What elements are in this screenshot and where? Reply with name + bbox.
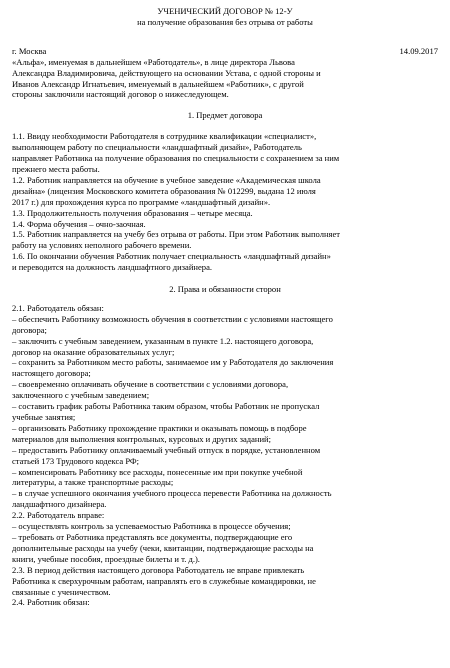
section-2-line: договор на оказание образовательных услуг;: [12, 346, 175, 357]
section-2-line: – заключить с учебным заведением, указанным в пункте 1.2. настоящего договора,: [12, 335, 314, 346]
section-2-line: 2.3. В период действия настоящего договора Работодатель не вправе привлекать: [12, 564, 305, 575]
intro-line: стороны заключили настоящий договор о нижеследующем.: [12, 89, 229, 100]
section-2-line: – сохранить за Работником место работы, занимаемое им у Работодателя до заключения: [12, 357, 334, 368]
section-1-line: дизайна» (лицензия Московского комитета образования № 012299, выдана 12 июля: [12, 185, 316, 196]
section-1-line: и переводится на должность ландшафтного дизайнера.: [12, 262, 212, 273]
section-1-line: 1.6. По окончании обучения Работник получает специальность «ландшафтный дизайн»: [12, 251, 331, 262]
section-2-line: – требовать от Работника представлять все документы, подтверждающие его: [12, 531, 293, 542]
document-subtitle: на получение образования без отрыва от работы: [137, 16, 313, 27]
section-1-line: 1.3. Продолжительность получения образования – четыре месяца.: [12, 207, 253, 218]
document-title: УЧЕНИЧЕСКИЙ ДОГОВОР № 12-У: [157, 6, 293, 16]
section-2-line: – составить график работы Работника таким образом, чтобы Работник не пропускал: [12, 401, 320, 412]
section-2-line: – организовать Работнику прохождение практики и оказывать помощь в подборе: [12, 422, 307, 433]
section-2-heading: 2. Права и обязанности сторон: [169, 284, 281, 295]
section-1-line: 1.5. Работник направляется на учебу без отрыва от работы. При этом Работник выполняет: [12, 229, 341, 240]
section-1-line: выполняющем работу по специальности «ландшафтный дизайн», Работодатель: [12, 142, 302, 153]
section-2-line: заключенного с учебным заведением;: [12, 390, 150, 401]
section-2-line: связанные с ученичеством.: [12, 586, 111, 597]
place-date-row: [12, 46, 438, 57]
section-1-line: 1.2. Работник направляется на обучение в учебное заведение «Академическая школа: [12, 174, 321, 185]
section-2-line: – обеспечить Работнику возможность обучения в соответствии с условиями настоящего: [12, 313, 333, 324]
section-1-line: 1.4. Форма обучения – очно-заочная.: [12, 218, 146, 229]
section-2-line: – компенсировать Работнику все расходы, понесенные им при покупке учебной: [12, 466, 303, 477]
section-2-line: книги, учебные пособия, проездные билеты и т. д.).: [12, 553, 200, 564]
section-2-line: настоящего договора;: [12, 368, 91, 379]
section-2-line: 2.4. Работник обязан:: [12, 597, 90, 608]
date-text: 14.09.2017: [399, 45, 438, 56]
section-2-line: – предоставить Работнику оплачиваемый учебный отпуск в порядке, установленном: [12, 444, 321, 455]
section-2-line: литературы, а также транспортные расходы;: [12, 477, 174, 488]
section-2-line: договора;: [12, 324, 47, 335]
section-2-line: – в случае успешного окончания учебного процесса перевести Работника на должность: [12, 488, 332, 499]
place-text: г. Москва: [12, 45, 47, 56]
section-2-line: – осуществлять контроль за успеваемостью Работника в процессе обучения;: [12, 521, 291, 532]
section-1-heading: 1. Предмет договора: [187, 110, 263, 121]
intro-line: «Альфа», именуемая в дальнейшем «Работодатель», в лице директора Львова: [12, 56, 295, 67]
section-2-line: 2.1. Работодатель обязан:: [12, 302, 104, 313]
section-1-line: 1.1. Ввиду необходимости Работодателя в сотруднике квалификации «специалист»,: [12, 131, 317, 142]
section-2-line: 2.2. Работодатель вправе:: [12, 510, 105, 521]
section-1-line: работу на условиях неполного рабочего времени.: [12, 240, 192, 251]
section-1-line: 2017 г.) для прохождения курса по программе «ландшафтный дизайн».: [12, 196, 271, 207]
intro-line: Иванов Александр Игнатьевич, именуемый в дальнейшем «Работник», с другой: [12, 78, 304, 89]
section-1-line: направляет Работника на получение образования по специальности с сохранением за ним: [12, 153, 340, 164]
section-1-line: прежнего места работы.: [12, 163, 100, 174]
section-1-body: [12, 131, 438, 273]
section-2-line: учебные занятия;: [12, 412, 76, 422]
intro-paragraph: [12, 57, 438, 101]
section-2-line: ландшафтного дизайнера.: [12, 499, 107, 510]
section-2-line: материалов для выполнения контрольных, курсовых и других заданий;: [12, 433, 272, 444]
section-2-line: дополнительные расходы на учебу (чеки, квитанции, подтверждающие расходы на: [12, 542, 314, 553]
intro-line: Александра Владимировича, действующего на основании Устава, с одной стороны и: [12, 67, 321, 78]
section-2-line: Работника к сверхурочным работам, направлять его в служебные командировки, не: [12, 575, 316, 586]
section-2-line: – своевременно оплачивать обучение в соответствии с условиями договора,: [12, 379, 289, 390]
section-2-line: статьей 173 Трудового кодекса РФ;: [12, 455, 140, 466]
section-2-body: [12, 303, 438, 608]
